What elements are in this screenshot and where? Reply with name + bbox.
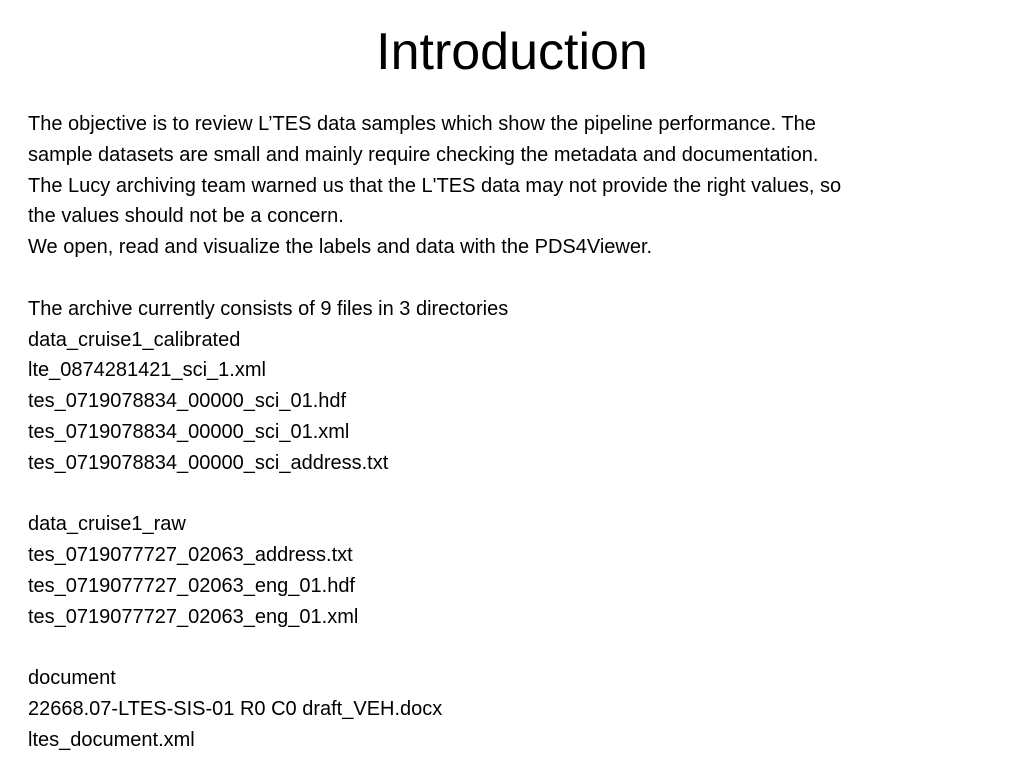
file-name: lte_0874281421_sci_1.xml (28, 359, 266, 382)
intro-line: The Lucy archiving team warned us that the L'TES data may not provide the right values, so (28, 174, 842, 197)
intro-line: the values should not be a concern. (28, 205, 344, 228)
file-name: tes_0719077727_02063_address.txt (28, 544, 353, 567)
file-name: tes_0719078834_00000_sci_01.xml (28, 420, 350, 443)
file-name: tes_0719077727_02063_eng_01.hdf (28, 574, 355, 597)
intro-line: We open, read and visualize the labels and data with the PDS4Viewer. (28, 236, 653, 259)
spacer (28, 479, 988, 510)
slide-body (28, 109, 988, 756)
intro-line: sample datasets are small and mainly require checking the metadata and documentation. (28, 143, 819, 166)
directory-name: data_cruise1_calibrated (28, 328, 241, 351)
spacer (28, 263, 988, 294)
file-name: ltes_document.xml (28, 728, 195, 751)
directory-name: document (28, 667, 116, 690)
intro-line: The objective is to review L’TES data samples which show the pipeline performance. The (28, 113, 816, 135)
slide-title: Introduction (376, 23, 648, 81)
file-name: tes_0719078834_00000_sci_address.txt (28, 451, 389, 474)
directory-name: data_cruise1_raw (28, 513, 186, 536)
archive-summary: The archive currently consists of 9 files in 3 directories (28, 297, 509, 320)
file-name: 22668.07-LTES-SIS-01 R0 C0 draft_VEH.docx (28, 698, 443, 721)
spacer (28, 633, 988, 664)
file-name: tes_0719077727_02063_eng_01.xml (28, 605, 359, 628)
file-name: tes_0719078834_00000_sci_01.hdf (28, 390, 347, 413)
